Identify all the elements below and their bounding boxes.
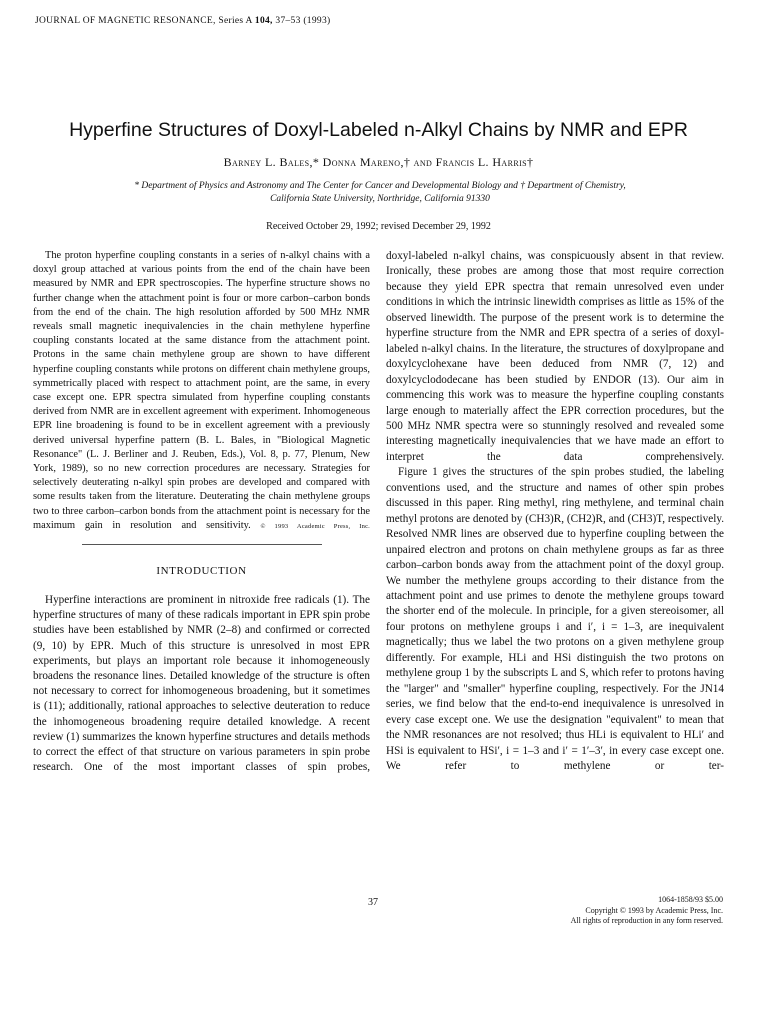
abstract-text: The proton hyperfine coupling constants in a series of n-alkyl chains with a doxyl group attached at various points from the end of the chain have been measured by NMR and EPR spectroscopies. The hyperfine structure shows no further change when the attachment point is four or more carbon–carbon bonds from the end of the chain. The high resolution afforded by 500 MHz NMR reveals small magnetic inequivalencies in the chain methylene hyperfine coupling constants located at the same distance from the attachment point. Protons in the same chain methylene group are shown to have different hyperfine coupling constants while protons on different chain methylene groups, symmetrically placed with respect to attachment point, are the same, in every case except one. EPR spectra simulated from hyperfine coupling constants derived from NMR are in excellent agreement with experiment. Inhomogeneous EPR line broadening is found to be in excellent agreement with a previously derived universal hyperfine pattern (B. L. Bales, in "Biological Magnetic Resonance" (L. J. Berliner and J. Reuben, Eds.), Vol. 8, p. 77, Plenum, New York, 1989), so no new correction procedures are necessary. Strategies for selectively deuterating n-alkyl spin probes are developed and compared with some results taken from the literature. Deuterating the chain methylene groups two to three carbon–carbon bonds from the attachment point is necessary for the maximum gain in resolution and sensitivity.: [33, 250, 370, 531]
copyright-block: [505, 895, 723, 927]
affiliation: [90, 180, 670, 206]
journal-pages: 37–53 (1993): [275, 16, 331, 26]
received-dates: Received October 29, 1992; revised December 29, 1992: [266, 221, 491, 232]
introduction-paragraph: Hyperfine interactions are prominent in nitroxide free radicals (1). The hyperfine structures of many of these radicals important in EPR spin probe studies have been established by NMR (2–8) and confirmed or corrected (9, 10) by EPR. Much of this structure is unresolved in most EPR experiments, but plays an important role because it inhomogeneously broadens the resonance lines. Detailed knowledge of the structure is often not necessary to correct for inhomogeneous broadening, but it sometimes is (11); additionally, rational approaches to selective deuteration to reduce the inhomogeneous broadening require detailed knowledge. A recent review (1) summarizes the known hyperfine structures and details methods to correct the effect of that structure on various parameters in spin probe research. One of the most important classes of spin probes,: [33, 594, 370, 774]
article-title: Hyperfine Structures of Doxyl-Labeled n-Alkyl Chains by NMR and EPR: [69, 119, 688, 141]
abstract-divider: [82, 544, 322, 545]
section-heading-introduction: INTRODUCTION: [156, 565, 247, 578]
price-code: 1064-1858/93 $5.00: [658, 895, 723, 904]
rights-notice: All rights of reproduction in any form reserved.: [570, 916, 723, 925]
body-paragraph-2: Figure 1 gives the structures of the spin probes studied, the labeling conventions used, and the structure and names of other spin probes discussed in this paper. Ring methyl, ring methylene, and terminal chain methyl protons are denoted by (CH3)R, (CH2)R, and (CH3)T, respectively. Resolved NMR lines are observed due to hyperfine coupling between the unpaired electron and protons on chain methylene groups as far as three carbon–carbon bonds away from the attachment point of the doxyl group. We number the methylene groups according to their distance from the attachment point and use primes to denote the methylene groups toward the shorter end of the molecule. In principle, for a given stereoisomer, all four protons on methylene groups i and i′, i = 1–3, are inequivalent magnetically; thus we label the two protons on a given methylene group differently. For example, HLi and HSi distinguish the two protons on methylene group 1 by the subscripts L and S, which refer to protons having the "larger" and "smaller" hyperfine coupling, respectively. For the JN14 series, we find below that the end-to-end inequivalence is unresolved in every case except one. We use the designation "equivalent" to mean that the NMR resonances are not resolved; thus HLi is equivalent to HLi′ and HSi is equivalent to HSi′, i = 1–3 and i′ = 1′–3′, in every case except one. We refer to methylene or ter-: [386, 466, 724, 772]
journal-name: JOURNAL OF MAGNETIC RESONANCE, Series A: [35, 16, 253, 26]
page-number: 37: [368, 897, 378, 908]
affiliation-line-2: California State University, Northridge, California 91330: [270, 194, 490, 204]
right-column: [386, 249, 724, 774]
abstract-copyright: © 1993 Academic Press, Inc.: [260, 522, 370, 530]
body-paragraph-1: doxyl-labeled n-alkyl chains, was conspicuously absent in that review. Ironically, these probes are among those that most require correction because they yield EPR spectra that remain unresolved even under conditions in which the intrinsic linewidth comprises as little as 15% of the observed linewidth. The purpose of the present work is to determine the hyperfine structure from the NMR and EPR spectra of a series of doxyl-labeled n-alkyl chains. In the literature, the structures of doxylpropane and doxylcyclohexane have been deduced from NMR (7, 12) and doxylcyclododecane has been studied by ENDOR (13). Our aim in commencing this work was to measure the hyperfine coupling constants large enough to materially affect the EPR correction procedures, but the 500 MHz NMR spectra were so stunningly resolved and revealed some interesting magnetically inequivalencies that we have made an effort to interpret the data comprehensively.: [386, 250, 724, 463]
journal-volume: 104,: [254, 16, 273, 26]
affiliation-line-1: * Department of Physics and Astronomy and The Center for Cancer and Developmental Biology and † Department of Chemistry,: [134, 181, 626, 191]
author-list: Barney L. Bales,* Donna Mareno,† and Francis L. Harris†: [223, 155, 534, 169]
abstract: [33, 249, 370, 534]
copyright-notice: Copyright © 1993 by Academic Press, Inc.: [585, 905, 723, 915]
running-head: [35, 16, 330, 26]
left-column: [33, 249, 370, 776]
